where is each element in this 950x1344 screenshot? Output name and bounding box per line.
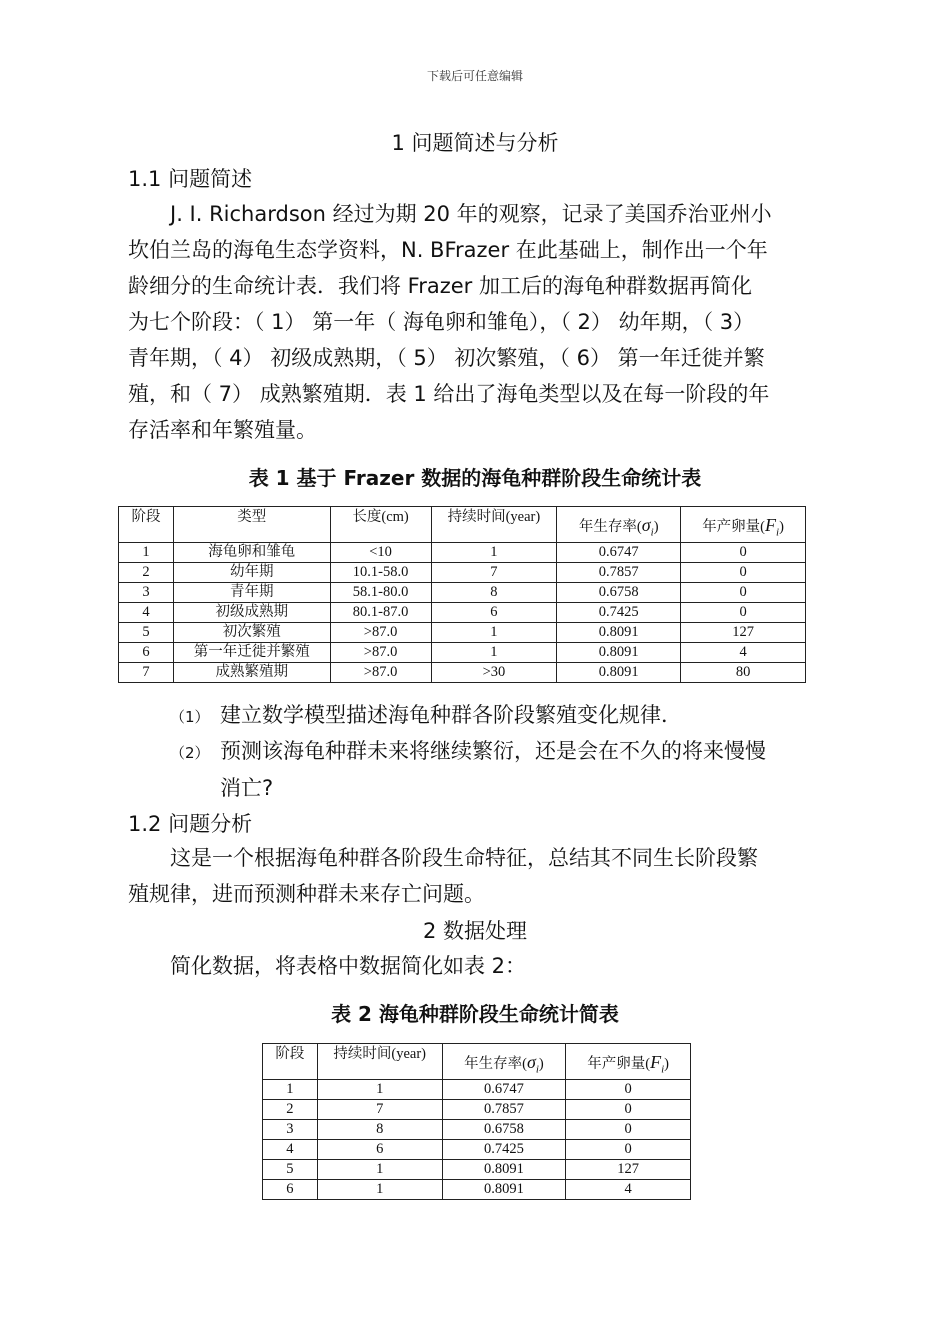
table-cell: 1 (119, 543, 174, 563)
table-cell: 1 (431, 643, 557, 663)
table-cell: 80.1-87.0 (330, 603, 431, 623)
para-line: 龄细分的生命统计表．我们将 Frazer 加工后的海龟种群数据再简化 (128, 274, 752, 298)
table-cell: 青年期 (173, 583, 330, 603)
table-cell: 幼年期 (173, 563, 330, 583)
header-stage: 阶段 (263, 1044, 318, 1080)
table-row (119, 643, 806, 663)
table-cell: 1 (263, 1080, 318, 1100)
table-row (263, 1100, 691, 1120)
table-cell: 1 (317, 1180, 442, 1200)
table-cell: 海龟卵和雏龟 (173, 543, 330, 563)
table-cell: 0 (681, 583, 806, 603)
table-row (119, 603, 806, 623)
table-row (263, 1120, 691, 1140)
subsection-1-1-title: 1.1 问题简述 (128, 167, 253, 191)
table-cell: 1 (317, 1080, 442, 1100)
header-length: 长度(cm) (330, 507, 431, 543)
table-cell: 6 (317, 1140, 442, 1160)
question-1: （1） 建立数学模型描述海龟种群各阶段繁殖变化规律． (170, 703, 682, 727)
table-cell: 0.8091 (442, 1160, 566, 1180)
table-cell: 0.7425 (442, 1140, 566, 1160)
para-line: 这是一个根据海龟种群各阶段生命特征，总结其不同生长阶段繁 (170, 846, 758, 870)
table-cell: 7 (119, 663, 174, 683)
header-duration: 持续时间(year) (317, 1044, 442, 1080)
table-cell: 2 (263, 1100, 318, 1120)
table-cell: 0.7425 (557, 603, 681, 623)
section-2-paragraph: 简化数据，将表格中数据简化如表 2： (170, 954, 527, 978)
table-cell: 6 (263, 1180, 318, 1200)
header-type: 类型 (173, 507, 330, 543)
table-cell: 80 (681, 663, 806, 683)
table-cell: 5 (263, 1160, 318, 1180)
table-cell: 成熟繁殖期 (173, 663, 330, 683)
para-line: J. I. Richardson 经过为期 20 年的观察，记录了美国乔治亚州小 (170, 202, 772, 226)
table-cell: 0.8091 (557, 623, 681, 643)
table-cell: 0.6758 (442, 1120, 566, 1140)
table-row (263, 1140, 691, 1160)
table-cell: 0.7857 (442, 1100, 566, 1120)
section-1-title: 1 问题简述与分析 (391, 131, 559, 155)
header-survival: 年生存率$(\sigma_i)$ (442, 1044, 566, 1080)
table-cell: 4 (119, 603, 174, 623)
table-cell: 初次繁殖 (173, 623, 330, 643)
table-cell: 58.1-80.0 (330, 583, 431, 603)
table-cell: 1 (431, 623, 557, 643)
table-cell: 0 (566, 1080, 691, 1100)
table-cell: 0.8091 (442, 1180, 566, 1200)
header-duration: 持续时间(year) (431, 507, 557, 543)
table-cell: >87.0 (330, 623, 431, 643)
subsection-1-2-title: 1.2 问题分析 (128, 812, 253, 836)
table-cell: 0.6747 (557, 543, 681, 563)
analysis-paragraph (128, 840, 828, 912)
table-cell: 0.8091 (557, 643, 681, 663)
header-fertility: 年产卵量$(F_i)$ (566, 1044, 691, 1080)
table-cell: 0 (681, 543, 806, 563)
table-cell: 0 (566, 1140, 691, 1160)
table-cell: 3 (263, 1120, 318, 1140)
table-cell: 第一年迁徙并繁殖 (173, 643, 330, 663)
table-cell: 7 (317, 1100, 442, 1120)
table-cell: 127 (681, 623, 806, 643)
table-cell: 4 (263, 1140, 318, 1160)
para-line: 殖规律，进而预测种群未来存亡问题。 (128, 882, 485, 906)
table-row (119, 663, 806, 683)
question-2-continuation: 消亡? (220, 776, 274, 800)
table-cell: 5 (119, 623, 174, 643)
table-1 (118, 506, 806, 683)
table-cell: 0 (681, 563, 806, 583)
table-2-caption: 表 2 海龟种群阶段生命统计简表 (331, 1002, 619, 1026)
table-1-caption: 表 1 基于 Frazer 数据的海龟种群阶段生命统计表 (248, 466, 702, 490)
table-header-row (119, 507, 806, 543)
table-row (119, 583, 806, 603)
table-cell: 0.7857 (557, 563, 681, 583)
intro-paragraph (128, 196, 828, 448)
table-cell: 6 (431, 603, 557, 623)
table-2 (262, 1043, 691, 1200)
section-2-title: 2 数据处理 (422, 919, 528, 943)
table-cell: 3 (119, 583, 174, 603)
table-cell: >87.0 (330, 663, 431, 683)
table-cell: 0 (566, 1120, 691, 1140)
table-cell: 6 (119, 643, 174, 663)
table-cell: 4 (566, 1180, 691, 1200)
table-cell: 0 (566, 1100, 691, 1120)
watermark-header: 下载后可任意编辑 (426, 69, 523, 83)
table-row (119, 563, 806, 583)
table-cell: 8 (317, 1120, 442, 1140)
table-cell: 初级成熟期 (173, 603, 330, 623)
table-cell: >87.0 (330, 643, 431, 663)
table-cell: 4 (681, 643, 806, 663)
table-cell: 0 (681, 603, 806, 623)
table-cell: 0.6758 (557, 583, 681, 603)
table-cell: 1 (317, 1160, 442, 1180)
table-row (119, 623, 806, 643)
table-row (263, 1160, 691, 1180)
table-cell: 10.1-58.0 (330, 563, 431, 583)
header-survival: 年生存率$(\sigma_i)$ (557, 507, 681, 543)
table-row (263, 1080, 691, 1100)
table-cell: 8 (431, 583, 557, 603)
header-stage: 阶段 (119, 507, 174, 543)
table-cell: 7 (431, 563, 557, 583)
table-row (119, 543, 806, 563)
table-cell: >30 (431, 663, 557, 683)
para-line: 青年期，（ 4） 初级成熟期，（ 5） 初次繁殖，（ 6） 第一年迁徙并繁 (128, 346, 765, 370)
para-line: 殖，和（ 7） 成熟繁殖期．表 1 给出了海龟类型以及在每一阶段的年 (128, 382, 770, 406)
table-cell: 2 (119, 563, 174, 583)
table-cell: 0.6747 (442, 1080, 566, 1100)
para-line: 坎伯兰岛的海龟生态学资料，N. BFrazer 在此基础上，制作出一个年 (128, 238, 768, 262)
table-header-row (263, 1044, 691, 1080)
table-cell: 1 (431, 543, 557, 563)
table-cell: <10 (330, 543, 431, 563)
para-line: 为七个阶段：（ 1） 第一年（ 海龟卵和雏龟），（ 2） 幼年期，（ 3） (128, 310, 755, 334)
header-fertility: 年产卵量$(F_i)$ (681, 507, 806, 543)
question-2: （2） 预测该海龟种群未来将继续繁衍，还是会在不久的将来慢慢 (170, 739, 766, 763)
table-cell: 127 (566, 1160, 691, 1180)
para-line: 存活率和年繁殖量。 (128, 418, 317, 442)
table-cell: 0.8091 (557, 663, 681, 683)
table-row (263, 1180, 691, 1200)
